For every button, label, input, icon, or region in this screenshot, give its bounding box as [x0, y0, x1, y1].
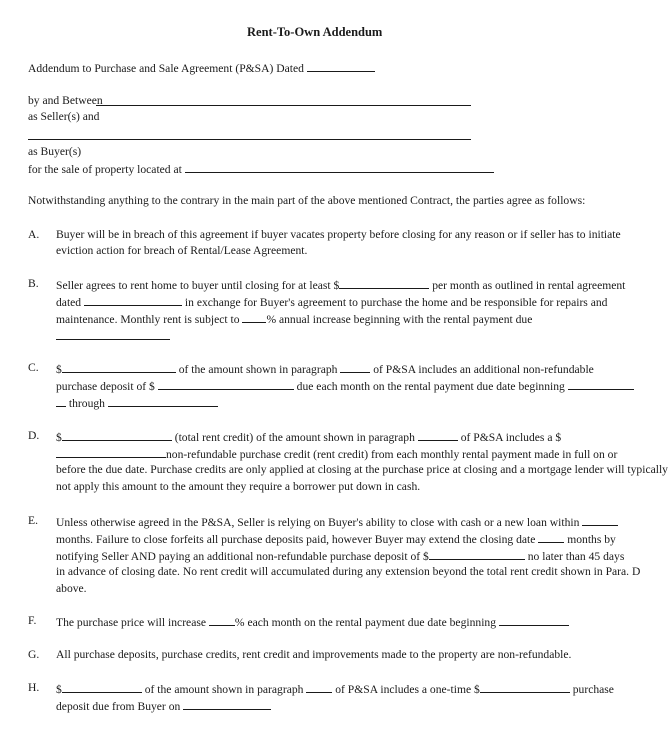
parties-blank-1[interactable] [96, 105, 471, 106]
price-increase-percent-blank[interactable] [209, 614, 235, 626]
section-e-text: no later than 45 days [527, 550, 625, 563]
section-d-text: non-refundable purchase credit (rent credit) from each monthly rental payment made in full on or [166, 448, 618, 461]
paragraph-number-blank[interactable] [418, 429, 458, 441]
property-label: for the sale of property located at [28, 163, 182, 176]
section-d-text: of P&SA includes a $ [460, 431, 562, 444]
section-e-line-2 [56, 531, 616, 547]
section-d-line-4: not apply this amount to the amount they require a borrower put down in cash. [56, 480, 421, 493]
section-h-letter: H. [28, 681, 40, 694]
section-b-text: in exchange for Buyer's agreement to purchase the home and be responsible for repairs and [184, 296, 608, 309]
section-f-text: % each month on the rental payment due date beginning [234, 616, 497, 629]
addendum-dated-label: Addendum to Purchase and Sale Agreement (P&SA) Dated [28, 62, 304, 75]
section-h-text: $ [56, 683, 62, 696]
total-rent-credit-blank[interactable] [62, 429, 172, 441]
purchase-credit-blank[interactable] [56, 446, 166, 458]
section-c-line-2 [56, 378, 634, 394]
section-d-text: $ [56, 431, 62, 444]
rent-due-date-blank[interactable] [56, 339, 170, 340]
deposit-due-date-blank[interactable] [183, 698, 271, 710]
property-line [28, 161, 494, 177]
section-e-line-3 [56, 548, 624, 564]
section-c-text: of the amount shown in paragraph [178, 363, 338, 376]
intro-text: Notwithstanding anything to the contrary in the main part of the above mentioned Contract, the parties agree as follows: [28, 194, 586, 207]
rent-amount-blank[interactable] [339, 277, 429, 289]
by-between-label: by and Between [28, 94, 103, 107]
section-c-text: due each month on the rental payment due date beginning [296, 380, 565, 393]
section-c-line-3 [56, 395, 218, 411]
addendum-dated-line [28, 60, 375, 76]
section-e-line-4: in advance of closing date. No rent credit will accumulated during any extension beyond the total rent credit shown in Para. D [56, 565, 641, 578]
price-increase-start-blank[interactable] [499, 614, 569, 626]
rental-agreement-date-blank[interactable] [84, 294, 182, 306]
section-a-line-2: eviction action for breach of Rental/Lease Agreement. [56, 244, 308, 257]
section-e-text: months. Failure to close forfeits all purchase deposits paid, however Buyer may extend the closing date [56, 533, 536, 546]
section-h-line-2 [56, 698, 271, 714]
section-c-line-1 [56, 361, 594, 377]
closing-months-blank[interactable] [582, 514, 618, 526]
section-e-text: months by [567, 533, 616, 546]
section-a-line-1: Buyer will be in breach of this agreement if buyer vacates property before closing for any reason or if seller has to initiate [56, 228, 621, 241]
section-c-text: through [68, 397, 105, 410]
deposit-start-blank[interactable] [56, 395, 66, 407]
section-b-text: dated [56, 296, 82, 309]
section-c-text: purchase deposit of $ [56, 380, 155, 393]
sellers-label: as Seller(s) and [28, 110, 100, 123]
section-d-line-3: before the due date. Purchase credits are only applied at closing at the purchase price at closing and a mortgage lender will typically [56, 463, 668, 476]
section-e-line-5: above. [56, 582, 87, 595]
section-h-text: deposit due from Buyer on [56, 700, 181, 713]
property-blank[interactable] [185, 161, 494, 173]
section-f-text: The purchase price will increase [56, 616, 206, 629]
one-time-deposit-blank[interactable] [480, 681, 570, 693]
section-h-line-1 [56, 681, 614, 697]
section-h-text: of P&SA includes a one-time $ [335, 683, 480, 696]
section-b-line-1 [56, 277, 625, 293]
section-e-text: Unless otherwise agreed in the P&SA, Seller is relying on Buyer's ability to close with cash or a new loan within [56, 516, 580, 529]
section-b-text: maintenance. Monthly rent is subject to [56, 313, 240, 326]
section-h-text: purchase [572, 683, 614, 696]
section-d-line-1 [56, 429, 561, 445]
section-e-line-1 [56, 514, 618, 530]
section-e-letter: E. [28, 514, 38, 527]
monthly-deposit-blank[interactable] [158, 378, 294, 390]
deposit-end-date-blank[interactable] [108, 395, 218, 407]
rent-increase-percent-blank[interactable] [242, 311, 266, 323]
section-c-text: of P&SA includes an additional non-refundable [373, 363, 594, 376]
h-amount-blank[interactable] [62, 681, 142, 693]
section-a-letter: A. [28, 228, 40, 241]
document-title: Rent-To-Own Addendum [247, 25, 383, 39]
section-c-text: $ [56, 363, 62, 376]
deposit-start-date-blank[interactable] [568, 378, 634, 390]
section-c-letter: C. [28, 361, 39, 374]
section-b-text: per month as outlined in rental agreement [432, 279, 626, 292]
section-d-letter: D. [28, 429, 40, 442]
paragraph-number-blank[interactable] [306, 681, 332, 693]
section-f-line-1 [56, 614, 569, 630]
section-d-text: (total rent credit) of the amount shown in paragraph [174, 431, 415, 444]
section-e-text: notifying Seller AND paying an additional non-refundable purchase deposit of $ [56, 550, 429, 563]
date-blank[interactable] [307, 60, 375, 72]
section-d-line-2 [56, 446, 617, 462]
extension-months-blank[interactable] [538, 531, 564, 543]
parties-blank-2[interactable] [28, 139, 471, 140]
buyers-label: as Buyer(s) [28, 145, 82, 158]
section-b-line-3 [56, 311, 532, 327]
section-g-letter: G. [28, 648, 40, 661]
section-b-text: % annual increase beginning with the rental payment due [266, 313, 533, 326]
extension-deposit-blank[interactable] [429, 548, 525, 560]
paragraph-number-blank[interactable] [340, 361, 370, 373]
deposit-amount-blank[interactable] [62, 361, 176, 373]
section-b-text: Seller agrees to rent home to buyer until closing for at least $ [56, 279, 340, 292]
section-f-letter: F. [28, 614, 37, 627]
section-b-line-2 [56, 294, 607, 310]
section-g-line-1: All purchase deposits, purchase credits, rent credit and improvements made to the property are non-refundable. [56, 648, 572, 661]
section-b-letter: B. [28, 277, 39, 290]
section-h-text: of the amount shown in paragraph [144, 683, 304, 696]
